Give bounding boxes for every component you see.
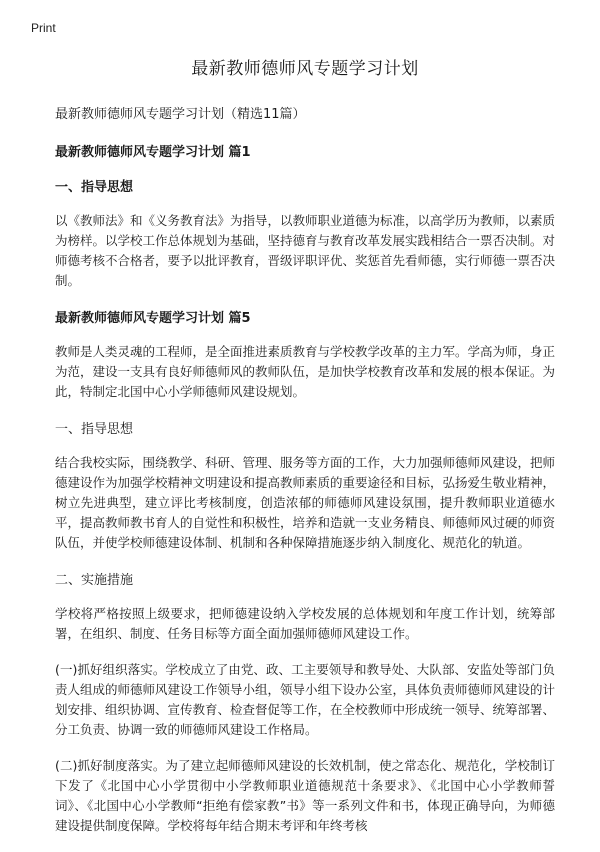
section-title-1: 最新教师德师风专题学习计划 篇1 — [55, 145, 251, 160]
document-page — [55, 54, 555, 852]
document-title: 最新教师德师风专题学习计划 — [191, 59, 419, 79]
section5-intro-paragraph: 教师是人类灵魂的工程师，是全面推进素质教育与学校教学改革的主力军。学高为师，身正为范，建设一支具有良好师德师风的教师队伍，是加快学校教育改革和发展的根本保证。为此，特制定北国中心小学师德师风建设规划。 — [55, 344, 556, 399]
document-subtitle: 最新教师德师风专题学习计划（精选11篇） — [55, 107, 306, 122]
section5-paragraph-organization: (一)抓好组织落实。学校成立了由党、政、工主要领导和教导处、大队部、安监处等部门负责人组成的师德师风建设工作领导小组，领导小组下设办公室，具体负责师德师风建设的计划安排、组织协调、宣传教育、检查督促等工作，在全校教师中形成统一领导、统筹部署、分工负责、协调一致的师德师风建设工作格局。 — [55, 662, 556, 737]
section5-paragraph-measures: 学校将严格按照上级要求，把师德建设纳入学校发展的总体规划和年度工作计划，统筹部署，在组织、制度、任务目标等方面全面加强师德师风建设工作。 — [55, 606, 555, 641]
section5-heading-measures: 二、实施措施 — [55, 573, 134, 588]
section5-paragraph-system: (二)抓好制度落实。为了建立起师德师风建设的长效机制，使之常态化、规范化，学校制订下发了《北国中心小学贯彻中小学教师职业道德规范十条要求》、《北国中心小学教师誓词》、《北国中心小学教师“拒绝有偿家教”书》等一系列文件和书，体现正确导向，为师德建设提供制度保障。学校将每年结合期末考评和年终考核 — [55, 758, 555, 833]
section1-heading-guiding-ideology: 一、指导思想 — [55, 180, 134, 195]
section5-paragraph-ideology: 结合我校实际，围绕教学、科研、管理、服务等方面的工作，大力加强师德师风建设，把师德建设作为加强学校精神文明建设和提高教师素质的重要途径和目标，弘扬爱生敬业精神，树立先进典型，建立评比考核制度，创造浓郁的师德师风建设氛围，提升教师职业道德水平，提高教师教书育人的自觉性和积极性，培养和造就一支业务精良、师德师风过硬的师资队伍，并使学校师德建设体制、机制和各种保障措施逐步纳入制度化、规范化的轨道。 — [55, 455, 556, 550]
section5-heading-guiding-ideology: 一、指导思想 — [55, 422, 134, 437]
section1-paragraph: 以《教师法》和《义务教育法》为指导，以教师职业道德为标准，以高学历为教师，以素质为榜样。以学校工作总体规划为基础，坚持德育与教育改革发展实践相结合一票否决制。对师德考核不合格者，要予以批评教育，晋级评职评优、奖惩首先看师德，实行师德一票否决制。 — [55, 213, 556, 288]
section-title-5: 最新教师德师风专题学习计划 篇5 — [55, 311, 251, 326]
print-label[interactable]: Print — [31, 21, 56, 35]
